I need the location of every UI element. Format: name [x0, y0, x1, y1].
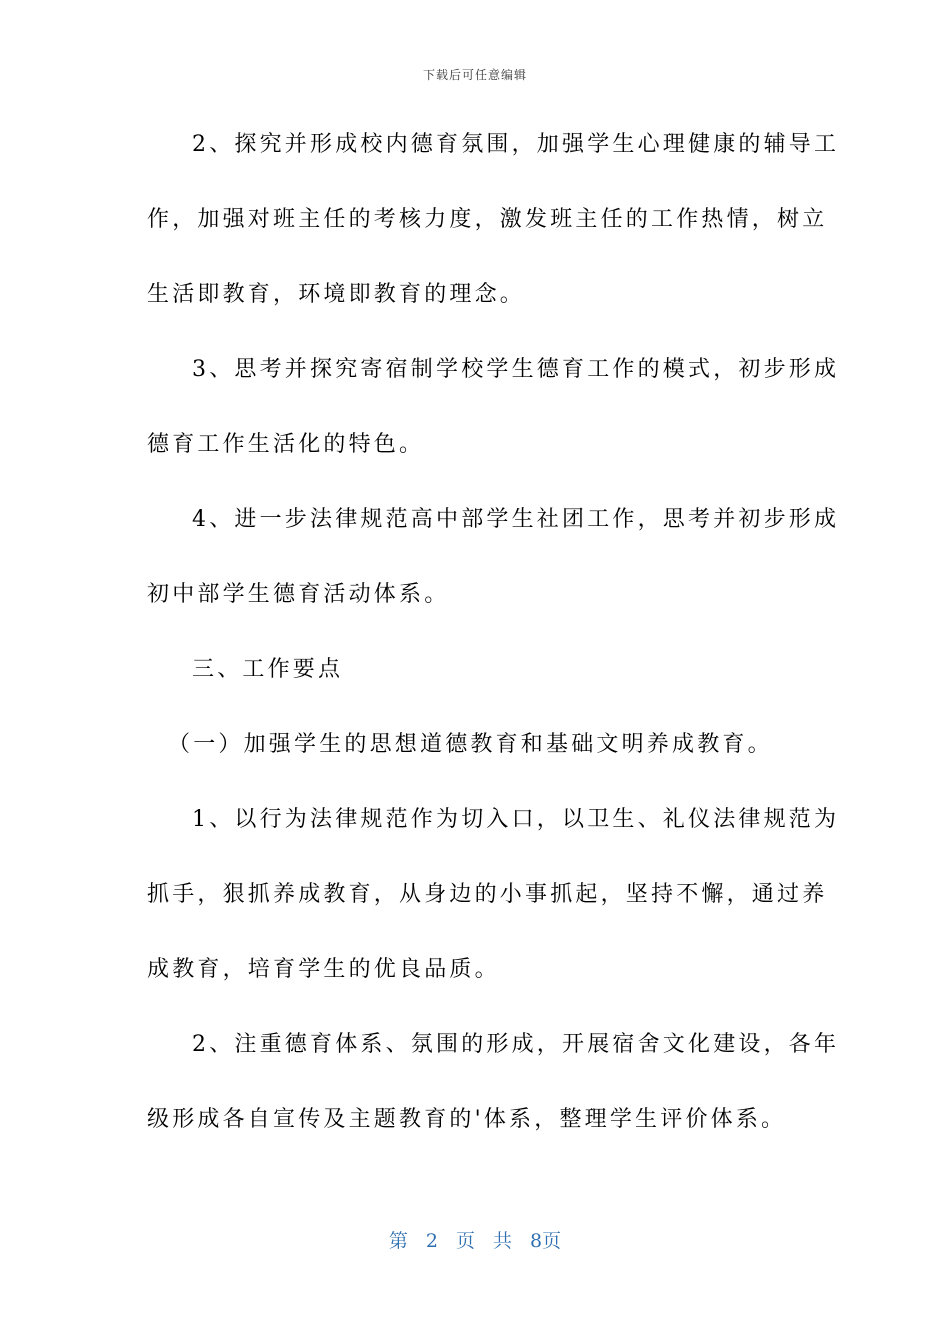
footer-gong: 共 — [493, 1230, 513, 1252]
paragraph-line: 3、思考并探究寄宿制学校学生德育工作的模式，初步形成 — [192, 357, 840, 382]
page-footer — [0, 1226, 950, 1253]
paragraph-line: 生活即教育，环境即教育的理念。 — [147, 282, 526, 307]
paragraph-line: 抓手，狠抓养成教育，从身边的小事抓起，坚持不懈，通过养 — [147, 882, 828, 907]
footer-page-number: 2 — [425, 1230, 438, 1252]
footer-total-pages: 8页 — [530, 1230, 562, 1252]
paragraph-line: 德育工作生活化的特色。 — [147, 432, 425, 457]
subsection-heading: （一）加强学生的思想道德教育和基础文明养成教育。 — [168, 732, 773, 757]
paragraph-line: 作，加强对班主任的考核力度，激发班主任的工作热情，树立 — [147, 207, 828, 232]
paragraph-line: 4、进一步法律规范高中部学生社团工作，思考并初步形成 — [192, 507, 840, 532]
paragraph-line: 1、以行为法律规范作为切入口，以卫生、礼仪法律规范为 — [192, 807, 840, 832]
paragraph-line: 初中部学生德育活动体系。 — [147, 582, 450, 607]
paragraph-line: 级形成各自宣传及主题教育的'体系，整理学生评价体系。 — [147, 1107, 787, 1132]
paragraph-line: 2、探究并形成校内德育氛围，加强学生心理健康的辅导工 — [192, 132, 840, 157]
section-heading: 三、工作要点 — [192, 657, 344, 682]
paragraph-line: 成教育，培育学生的优良品质。 — [147, 957, 500, 982]
header-note: 下载后可任意编辑 — [422, 68, 527, 82]
footer-di: 第 — [388, 1230, 408, 1252]
footer-ye: 页 — [455, 1230, 475, 1252]
paragraph-line: 2、注重德育体系、氛围的形成，开展宿舍文化建设，各年 — [192, 1032, 840, 1057]
